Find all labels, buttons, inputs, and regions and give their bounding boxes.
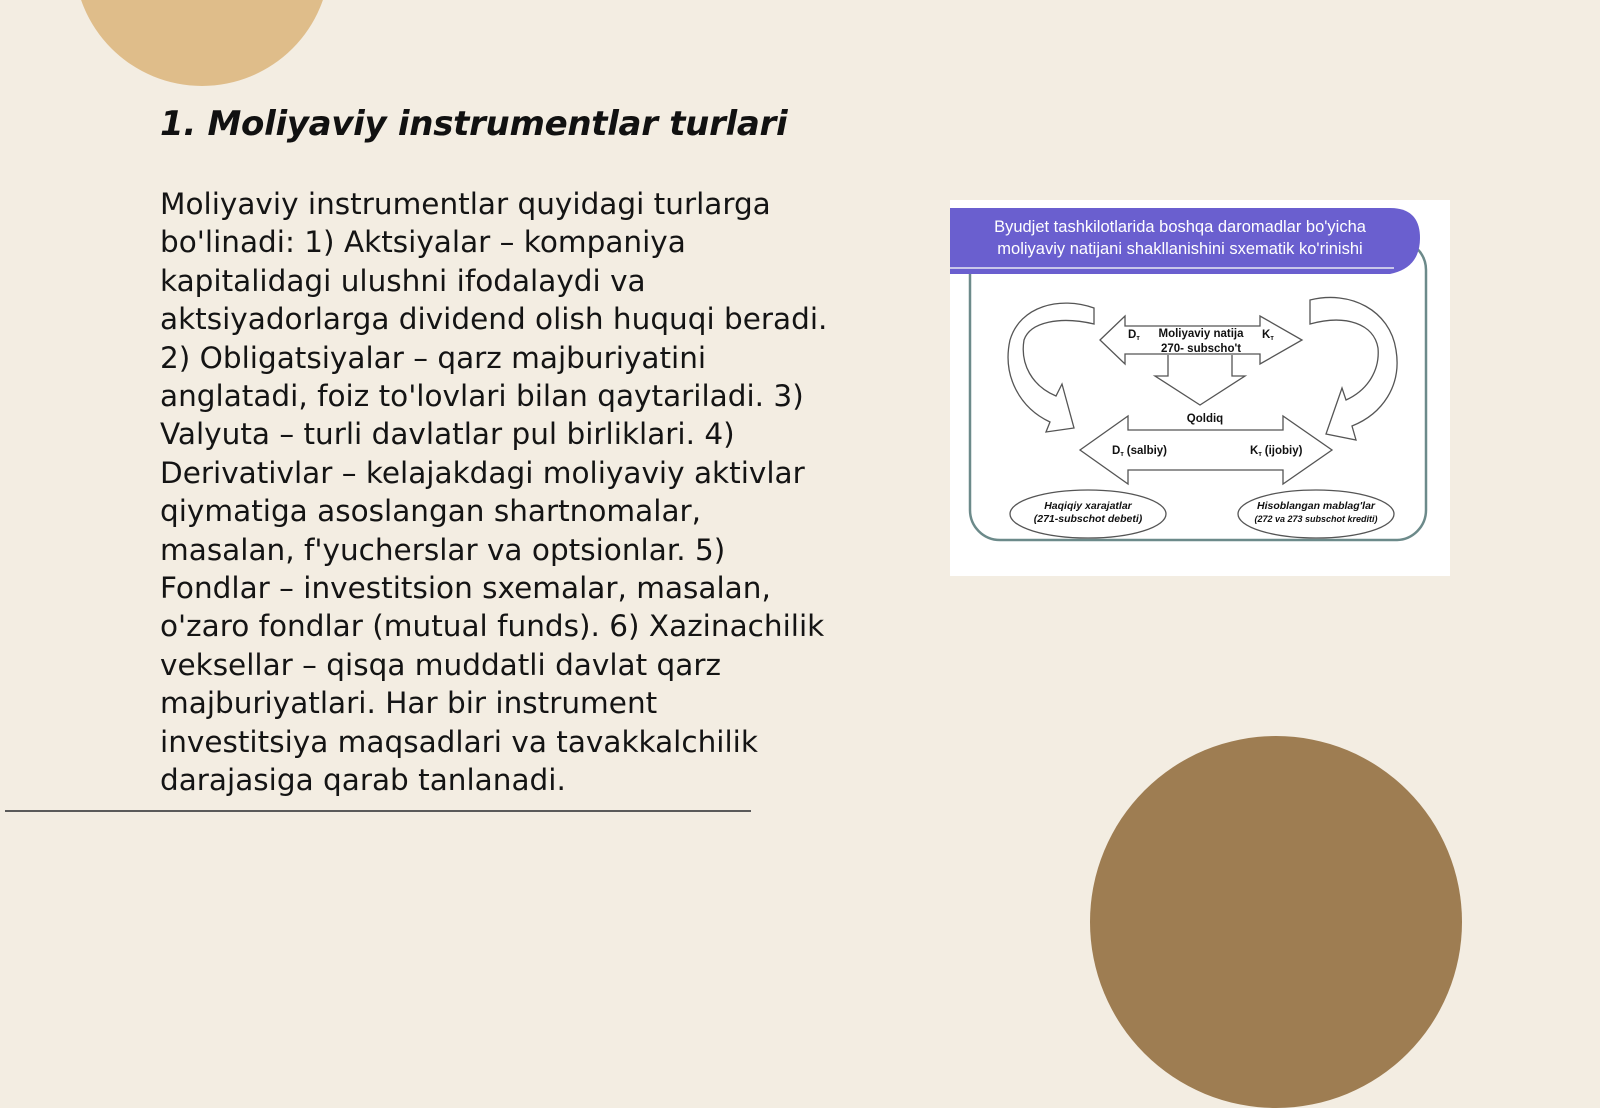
body-line: qiymatiga asoslangan shartnomalar, (160, 494, 702, 529)
body-line: darajasiga qarab tanlanadi. (160, 763, 566, 798)
banner-text-line1: Byudjet tashkilotlarida boshqa daromadlar bo'yicha (994, 218, 1366, 236)
middle-arrow-title: Qoldiq (1186, 413, 1224, 425)
body-line: o'zaro fondlar (mutual funds). 6) Xazinachilik (160, 609, 825, 644)
divider-line (5, 810, 751, 812)
body-line: Derivativlar – kelajakdagi moliyaviy aktivlar (160, 455, 805, 490)
top-arrow-label-line2: 270- subscho't (1160, 343, 1242, 355)
body-line: investitsiya maqsadlari va tavakkalchilik (160, 724, 758, 759)
middle-debit-label: Dт (salbiy) (1112, 445, 1168, 458)
body-line: 2) Obligatsiyalar – qarz majburiyatini (160, 340, 707, 375)
body-line: anglatadi, foiz to'lovlari bilan qaytariladi. 3) (160, 379, 804, 414)
top-credit-label: Kт (1262, 329, 1274, 342)
body-line: aktsiyadorlarga dividend olish huquqi beradi. (160, 302, 828, 337)
slide-title: 1. Moliyaviy instrumentlar turlari (160, 104, 788, 144)
decorative-circle-top (74, 0, 330, 86)
body-line: masalan, f'yucherslar va optsionlar. 5) (160, 532, 726, 567)
body-line: Moliyaviy instrumentlar quyidagi turlarga (160, 187, 771, 221)
financial-result-diagram (950, 200, 1450, 576)
middle-credit-label: Kт (ijobiy) (1250, 445, 1303, 458)
slide-body-text (160, 185, 850, 800)
decorative-circle-bottom (1090, 736, 1462, 1108)
body-line: Fondlar – investitsion sxemalar, masalan, (160, 571, 771, 606)
right-oval-line2: (272 va 273 subschot krediti) (1254, 514, 1378, 524)
diagram-svg (950, 200, 1450, 576)
body-line: kapitalidagi ulushni ifodalaydi va (160, 263, 646, 298)
body-line: Valyuta – turli davlatlar pul birliklari. 4) (160, 417, 735, 452)
body-line: veksellar – qisqa muddatli davlat qarz (160, 647, 721, 682)
right-oval-line1: Hisoblangan mablag'lar (1256, 500, 1376, 512)
body-line: bo'linadi: 1) Aktsiyalar – kompaniya (160, 225, 686, 260)
banner-text-line2: moliyaviy natijani shakllanishini sxematik ko'rinishi (997, 240, 1363, 258)
left-oval-line2: (271-subschot debeti) (1033, 513, 1143, 525)
body-line: majburiyatlari. Har bir instrument (160, 686, 658, 721)
top-arrow-label-line1: Moliyaviy natija (1158, 328, 1244, 340)
top-debit-label: Dт (1128, 329, 1140, 342)
left-oval-line1: Haqiqiy xarajatlar (1044, 500, 1132, 512)
